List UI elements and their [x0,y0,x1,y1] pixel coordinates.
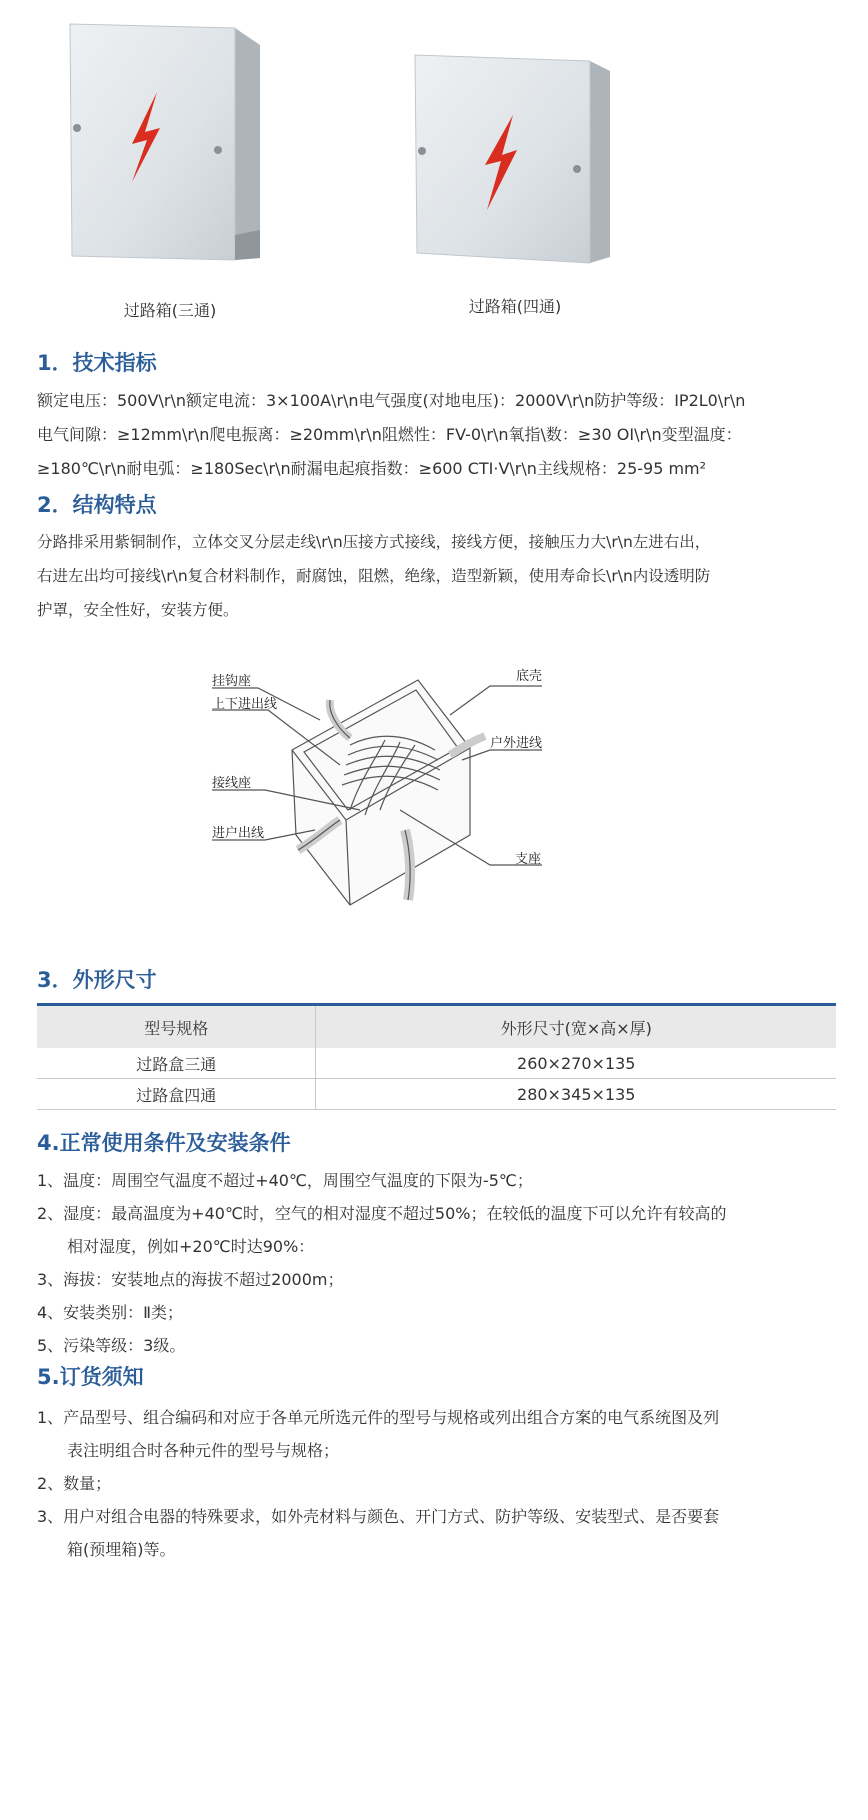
list-item: 2、数量； [37,1474,112,1493]
diagram-label-bottom-shell: 底壳 [516,669,543,684]
table-row [37,1079,836,1110]
dimensions-table-wrap [37,1003,836,1110]
diagram-label-terminal: 接线座 [212,776,252,791]
product-image-four-way [405,45,630,275]
diagram-label-updown: 上下进出线 [212,697,278,712]
list-item: 1、产品型号、组合编码和对应于各单元所选元件的型号与规格或列出组合方案的电气系统图及列 [37,1408,720,1427]
tech-specs-line: ≥180℃\r\n耐电弧：≥180Sec\r\n耐漏电起痕指数：≥600 CTI·V\r\n主线规格：25-95 mm² [37,459,707,478]
dimensions-table [37,1003,836,1110]
tech-specs-text [37,384,837,486]
section-title-ordering: 5.订货须知 [37,1365,144,1389]
electric-box-illustration [405,45,630,275]
table-cell: 过路盒四通 [37,1079,316,1110]
table-cell: 过路盒三通 [37,1048,316,1079]
section-title-conditions: 4.正常使用条件及安装条件 [37,1131,291,1155]
structure-diagram [200,660,560,920]
list-item: 1、温度：周围空气温度不超过+40℃，周围空气温度的下限为-5℃； [37,1171,533,1190]
diagram-label-entry-out: 进户出线 [212,826,265,841]
diagram-label-support: 支座 [515,852,542,867]
list-item: 2、湿度：最高温度为+40℃时，空气的相对湿度不超过50%；在较低的温度下可以允许有较高的 [37,1204,727,1223]
structure-line: 护罩，安全性好，安装方便。 [37,601,239,619]
list-item: 5、污染等级：3级。 [37,1336,186,1355]
table-header-model: 型号规格 [37,1005,316,1049]
product-caption-four-way: 过路箱(四通) [468,297,562,316]
product-caption-three-way: 过路箱(三通) [123,301,217,320]
list-item: 表注明组合时各种元件的型号与规格； [67,1441,340,1460]
list-item: 4、安装类别：Ⅱ类； [37,1303,184,1322]
table-row [37,1048,836,1079]
table-header-size: 外形尺寸(宽×高×厚) [316,1005,836,1049]
electric-box-illustration [60,20,300,270]
structure-text [37,525,837,627]
section-title-structure: 2．结构特点 [37,493,157,517]
conditions-list [37,1164,837,1362]
list-item: 3、用户对组合电器的特殊要求，如外壳材料与颜色、开门方式、防护等级、安装型式、是否要套 [37,1507,720,1526]
list-item: 相对湿度，例如+20℃时达90%： [67,1237,315,1256]
table-header-row [37,1005,836,1049]
structure-line: 分路排采用紫铜制作，立体交叉分层走线\r\n压接方式接线，接线方便，接触压力大\r\n左进右出， [37,533,711,551]
list-item: 箱(预埋箱)等。 [67,1540,176,1559]
ordering-list [37,1401,837,1566]
section-title-tech-specs: 1．技术指标 [37,351,157,375]
table-cell: 280×345×135 [316,1079,836,1110]
diagram-label-hook: 挂钩座 [212,674,252,689]
diagram-label-outdoor-in: 户外进线 [490,736,543,751]
section-title-dimensions: 3．外形尺寸 [37,968,157,992]
structure-line: 右进左出均可接线\r\n复合材料制作，耐腐蚀，阻燃，绝缘，造型新颖，使用寿命长\r\n内设透明防 [37,567,711,585]
table-cell: 260×270×135 [316,1048,836,1079]
tech-specs-line: 电气间隙：≥12mm\r\n爬电振离：≥20mm\r\n阻燃性：FV-0\r\n氧指\数：≥30 OI\r\n变型温度： [37,425,742,444]
tech-specs-line: 额定电压：500V\r\n额定电流：3×100A\r\n电气强度(对地电压)：2000V\r\n防护等级：IP2L0\r\n [37,391,746,410]
product-image-three-way [60,20,300,270]
list-item: 3、海拔：安装地点的海拔不超过2000m； [37,1270,344,1289]
